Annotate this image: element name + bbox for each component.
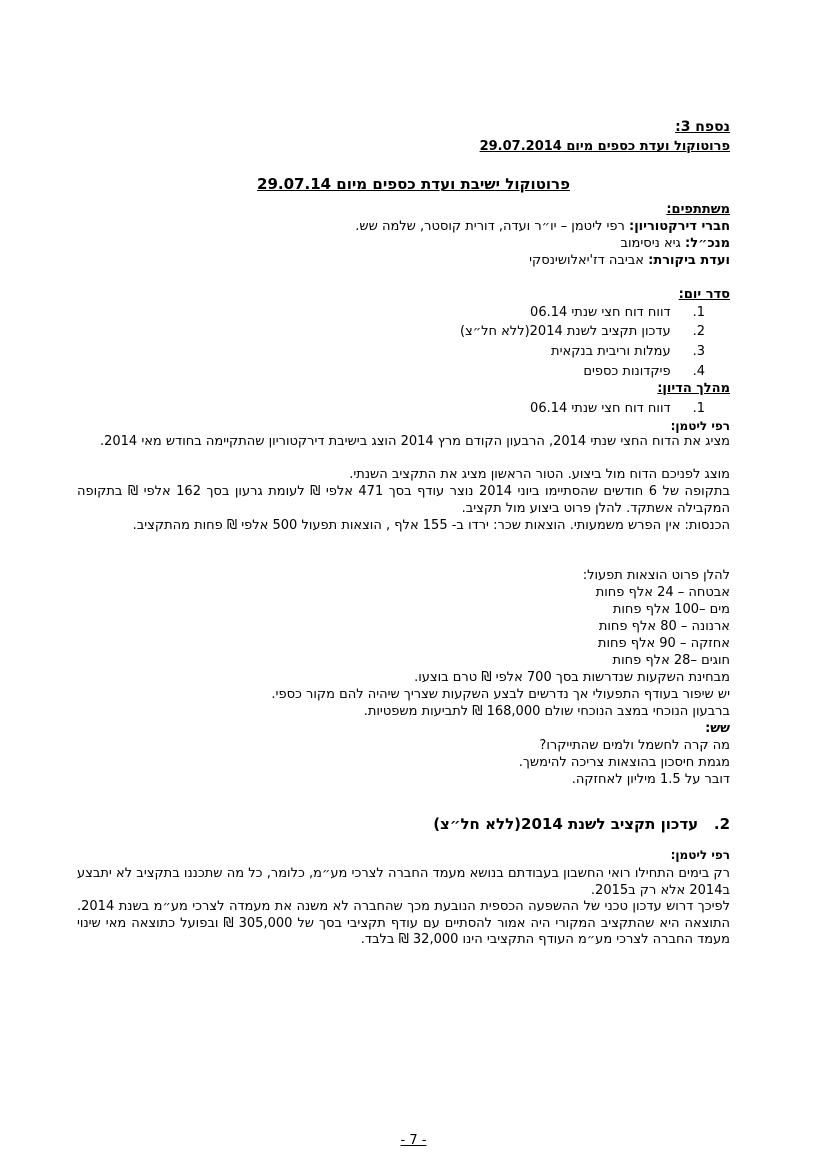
- list-number: 1.: [692, 305, 705, 320]
- agenda-item: [460, 324, 705, 340]
- expenses-heading: להלן פרוט הוצאות תפעול:: [582, 568, 730, 583]
- page-title: פרוטוקול ישיבת ועדת כספים מיום 29.07.14: [257, 175, 570, 193]
- section-heading: [433, 815, 730, 833]
- paragraph: לפיכך דרוש עדכון טכני של ההשפעה הכספית הנובעת מכך שהחברה לא משנה את מעמדה לצרכי מע״מ בשנת 2014. התוצאה היא שהתקציב המקורי היה אמור להסתיים עם עודף תקציבי בסך של 305,000 ₪ ובפועל כתוצאה מאי שינוי מעמד החברה לצרכי מע״מ העודף התקציבי הינו 32,000 ₪ בלבד.: [77, 899, 730, 948]
- agenda-item-text: עדכון תקציב לשנת 2014(ללא חל״צ): [459, 324, 671, 339]
- text-line: מבחינת השקעות שנדרשות בסך 700 אלפי ₪ טרם בוצעו.: [414, 670, 730, 685]
- section-number: 2.: [713, 815, 730, 833]
- expense-item: אחזקה – 90 אלף פחות: [597, 636, 730, 651]
- audit-label: ועדת ביקורת:: [648, 253, 730, 268]
- agenda-item: [551, 344, 705, 360]
- speaker-label: שש:: [705, 721, 730, 736]
- text-line: מגמת חיסכון בהוצאות צריכה להימשך.: [518, 755, 730, 770]
- text-line: דובר על 1.5 מיליון לאחזקה.: [571, 772, 730, 787]
- text-line: ברבעון הנוכחי במצב הנוכחי שולם 168,000 ₪ לתביעות משפטיות.: [363, 704, 730, 719]
- participants-heading: משתתפים:: [666, 202, 730, 217]
- discussion-heading: מהלך הדיון:: [657, 381, 730, 396]
- speaker-label: רפי ליטמן:: [670, 848, 730, 862]
- audit-value: אביבה דז'יאלושינסקי: [529, 253, 649, 268]
- expense-item: מים –100 אלף פחות: [612, 602, 730, 617]
- list-number: 2.: [692, 324, 705, 339]
- participants-audit: [529, 253, 730, 269]
- paragraph: הכנסות: אין הפרש משמעותי. הוצאות שכר: ירדו ב- 155 אלף , הוצאות תפעול 500 אלפי ₪ פחות מהתקציב.: [132, 518, 730, 533]
- agenda-item: [530, 305, 705, 321]
- expense-item: אבטחה – 24 אלף פחות: [595, 585, 730, 600]
- paragraph: רק בימים התחילו רואי החשבון בעבודתם בנושא מעמד החברה לצרכי מע״מ, כלומר, כל מה שתכננו בתקציב לא יתבצע ב2014 אלא רק ב2015.: [77, 866, 730, 898]
- ceo-value: גיא ניסימוב: [620, 236, 686, 251]
- section-title: עדכון תקציב לשנת 2014(ללא חל״צ): [433, 815, 699, 833]
- directors-value: רפי ליטמן – יו״ר ועדה, דורית קוסטר, שלמה שש.: [355, 219, 630, 234]
- list-number: 3.: [692, 344, 705, 359]
- agenda-heading: סדר יום:: [678, 287, 730, 302]
- directors-label: חברי דירקטוריון:: [629, 219, 730, 234]
- text-line: יש שיפור בעודף התפעולי אך נדרשים לבצע השקעות שצריך שיהיה להם מקור כספי.: [271, 687, 730, 702]
- discussion-item: [530, 401, 705, 417]
- paragraph: מציג את הדוח החצי שנתי 2014, הרבעון הקודם מרץ 2014 הוצג בישיבת דירקטוריון שהתקיימה בחודש מאי 2014.: [99, 434, 730, 449]
- list-number: 1.: [692, 401, 705, 416]
- agenda-item: [583, 364, 705, 380]
- expense-item: חוגים –28 אלף פחות: [612, 653, 730, 668]
- paragraph: מוצג לפניכם הדוח מול ביצוע. הטור הראשון מציג את התקציב השנתי.: [349, 467, 730, 482]
- agenda-item-text: דווח דוח חצי שנתי 06.14: [530, 305, 671, 320]
- agenda-item-text: עמלות וריבית בנקאית: [551, 344, 671, 359]
- expense-item: ארנונה – 80 אלף פחות: [598, 619, 730, 634]
- document-subtitle: פרוטוקול ועדת כספים מיום 29.07.2014: [479, 139, 730, 154]
- participants-ceo: [620, 236, 730, 252]
- text-line: מה קרה לחשמל ולמים שהתייקרו?: [539, 738, 730, 753]
- ceo-label: מנכ״ל:: [685, 236, 730, 251]
- appendix-heading: נספח 3:: [675, 119, 730, 135]
- participants-directors: [355, 219, 730, 235]
- list-number: 4.: [692, 364, 705, 379]
- speaker-label: רפי ליטמן:: [670, 419, 730, 433]
- page-number: - 7 -: [400, 1133, 427, 1148]
- paragraph: בתקופה של 6 חודשים שהסתיימו ביוני 2014 נוצר עודף בסך 471 אלפי ₪ לעומת גרעון בסך 162 אלפי ₪ בתקופה המקבילה אשתקד. להלן פרוט ביצוע מול תקציב.: [77, 484, 730, 516]
- discussion-item-text: דווח דוח חצי שנתי 06.14: [530, 401, 671, 416]
- agenda-item-text: פיקדונות כספים: [583, 364, 671, 379]
